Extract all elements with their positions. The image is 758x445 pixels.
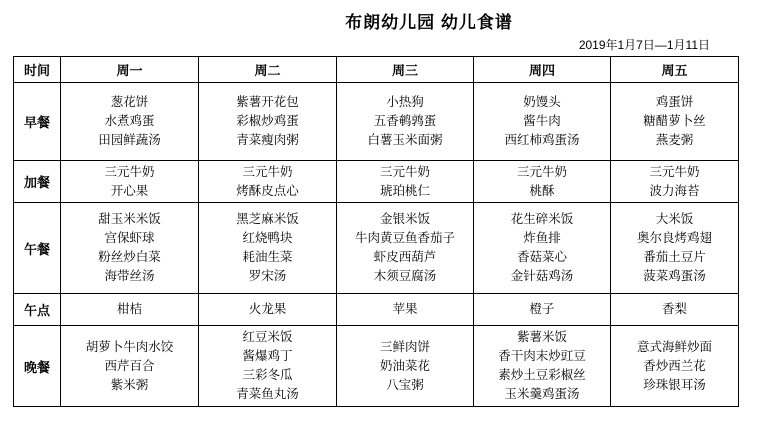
menu-cell [611, 294, 739, 326]
page-title: 布朗幼儿园 幼儿食谱 [345, 13, 513, 32]
menu-item: 香菇菜心 [516, 250, 567, 264]
column-header-tuesday: 周二 [199, 57, 337, 83]
date-range: 2019年1月7日—1月11日 [578, 38, 710, 52]
menu-item: 西红柿鸡蛋汤 [504, 133, 580, 147]
menu-item: 三元牛奶 [516, 164, 567, 179]
menu-cell [474, 83, 611, 161]
menu-item: 开心果 [110, 183, 149, 198]
menu-item: 酱爆鸡丁 [242, 349, 293, 363]
menu-item: 香梨 [661, 302, 687, 316]
menu-item: 青菜鱼丸汤 [236, 387, 299, 401]
menu-item: 小热狗 [386, 95, 424, 109]
table-row [14, 294, 739, 326]
menu-item: 田园鲜蔬汤 [98, 133, 161, 147]
menu-item: 柑桔 [116, 302, 142, 316]
menu-item: 木须豆腐汤 [373, 269, 437, 283]
menu-cell [337, 161, 474, 203]
menu-item: 耗油生菜 [242, 250, 293, 264]
menu-item: 番茄土豆片 [643, 250, 706, 264]
menu-cell [337, 83, 474, 161]
menu-item: 八宝粥 [386, 377, 424, 392]
menu-cell [474, 294, 611, 326]
menu-item: 橙子 [529, 302, 555, 316]
menu-item: 琥珀桃仁 [379, 183, 430, 198]
menu-item: 胡萝卜牛肉水饺 [85, 339, 174, 354]
menu-table-body [14, 83, 739, 407]
menu-cell [199, 326, 337, 407]
menu-item: 牛肉黄豆鱼香茄子 [354, 231, 455, 245]
menu-item: 三元牛奶 [242, 164, 293, 179]
menu-item: 三鲜肉饼 [379, 339, 430, 354]
menu-item: 红豆米饭 [242, 330, 293, 344]
menu-cell [61, 203, 199, 294]
menu-item: 炸鱼排 [523, 231, 561, 245]
table-row [14, 161, 739, 203]
menu-table [13, 56, 739, 407]
menu-item: 香炒西兰花 [643, 358, 706, 373]
menu-item: 水煮鸡蛋 [104, 114, 155, 128]
menu-item: 西芹百合 [104, 358, 155, 373]
menu-cell [61, 161, 199, 203]
row-label: 晚餐 [14, 326, 61, 407]
menu-item: 鸡蛋饼 [655, 95, 694, 109]
column-header-monday: 周一 [61, 57, 199, 83]
column-header-wednesday: 周三 [337, 57, 474, 83]
menu-item: 紫薯米饭 [516, 330, 567, 344]
menu-item: 桃酥 [529, 183, 555, 198]
column-header-friday: 周五 [611, 57, 739, 83]
menu-item: 彩椒炒鸡蛋 [236, 114, 299, 128]
row-label: 午点 [14, 294, 61, 326]
menu-item: 糖醋萝卜丝 [643, 114, 706, 128]
table-row [14, 203, 739, 294]
menu-item: 素炒土豆彩椒丝 [498, 368, 586, 382]
menu-item: 烤酥皮点心 [236, 183, 299, 198]
menu-cell [337, 203, 474, 294]
menu-item: 紫米粥 [110, 377, 149, 392]
menu-item: 虾皮西葫芦 [373, 250, 437, 264]
menu-cell [611, 161, 739, 203]
menu-item: 奥尔良烤鸡翅 [636, 231, 712, 245]
menu-item: 奶馒头 [523, 95, 561, 109]
menu-item: 罗宋汤 [248, 269, 287, 283]
menu-item: 意式海鲜炒面 [636, 339, 712, 354]
menu-cell [474, 161, 611, 203]
menu-item: 三元牛奶 [649, 164, 700, 179]
menu-item: 三元牛奶 [379, 164, 430, 179]
menu-item: 青菜瘦肉粥 [236, 133, 299, 147]
menu-item: 燕麦粥 [655, 133, 694, 147]
menu-item: 三元牛奶 [104, 164, 155, 179]
menu-item: 红烧鸭块 [242, 231, 293, 245]
menu-cell [199, 83, 337, 161]
menu-cell [337, 326, 474, 407]
row-label: 午餐 [14, 203, 61, 294]
menu-item: 大米饭 [655, 212, 694, 226]
menu-item: 宫保虾球 [104, 231, 155, 245]
menu-item: 珍珠银耳汤 [643, 377, 706, 392]
menu-item: 苹果 [392, 302, 418, 316]
menu-cell [61, 326, 199, 407]
row-label: 早餐 [14, 83, 61, 161]
menu-item: 甜玉米米饭 [98, 212, 161, 226]
menu-cell [199, 294, 337, 326]
row-label: 加餐 [14, 161, 61, 203]
table-row [14, 326, 739, 407]
menu-cell [611, 83, 739, 161]
menu-item: 金银米饭 [379, 212, 430, 226]
menu-cell [337, 294, 474, 326]
menu-item: 黑芝麻米饭 [236, 212, 299, 226]
menu-item: 菠菜鸡蛋汤 [643, 269, 706, 283]
menu-item: 海带丝汤 [104, 269, 155, 283]
menu-cell [474, 326, 611, 407]
menu-cell [199, 203, 337, 294]
menu-item: 金针菇鸡汤 [510, 269, 574, 283]
menu-item: 奶油菜花 [379, 358, 430, 373]
column-header-time: 时间 [14, 57, 61, 83]
menu-item: 波力海苔 [649, 183, 700, 198]
column-header-thursday: 周四 [474, 57, 611, 83]
menu-cell [611, 326, 739, 407]
table-row [14, 83, 739, 161]
menu-cell [611, 203, 739, 294]
menu-cell [61, 294, 199, 326]
menu-item: 玉米羹鸡蛋汤 [504, 387, 580, 401]
menu-item: 花生碎米饭 [510, 212, 574, 226]
menu-item: 火龙果 [248, 302, 287, 316]
header-row [14, 57, 739, 83]
menu-cell [61, 83, 199, 161]
menu-cell [474, 203, 611, 294]
menu-item: 白薯玉米面粥 [367, 133, 443, 147]
menu-item: 紫薯开花包 [236, 95, 299, 109]
menu-item: 五香鹌鹑蛋 [373, 114, 437, 128]
menu-item: 香干肉末炒豇豆 [498, 349, 586, 363]
menu-item: 三彩冬瓜 [242, 368, 293, 382]
menu-item: 酱牛肉 [523, 114, 561, 128]
menu-item: 粉丝炒白菜 [98, 250, 161, 264]
menu-item: 葱花饼 [110, 95, 149, 109]
menu-cell [199, 161, 337, 203]
